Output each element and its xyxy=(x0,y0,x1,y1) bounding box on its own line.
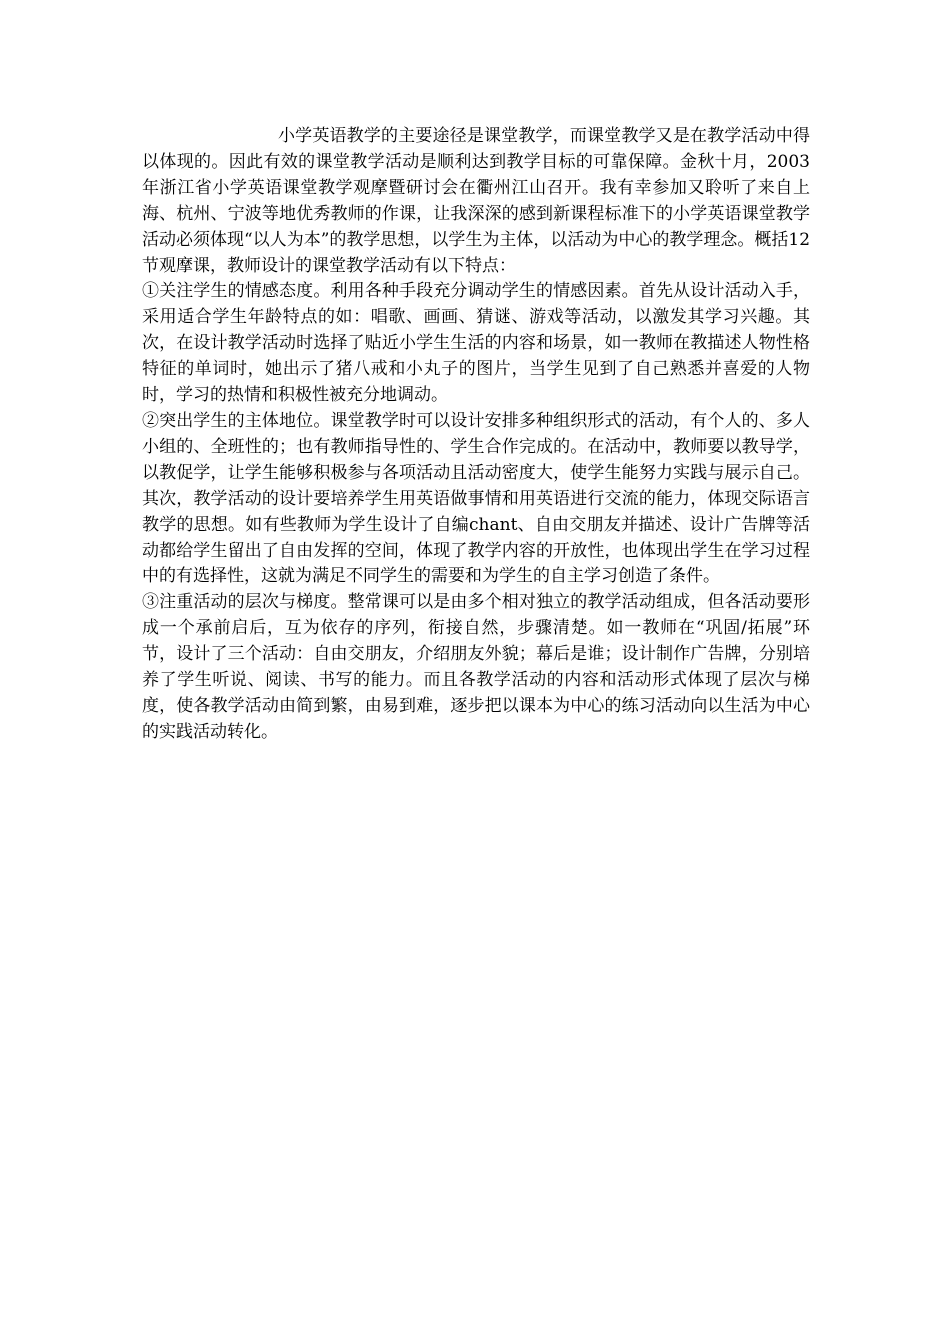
point-3-paragraph: ③注重活动的层次与梯度。整常课可以是由多个相对独立的教学活动组成，但各活动要形成一个承前启后，互为依存的序列，衔接自然，步骤清楚。如一教师在“巩固/拓展”环节，设计了三个活动：自由交朋友，介绍朋友外貌；幕后是谁；设计制作广告牌，分别培养了学生听说、阅读、书写的能力。而且各教学活动的内容和活动形式体现了层次与梯度，使各教学活动由简到繁，由易到难，逐步把以课本为中心的练习活动向以生活为中心的实践活动转化。 xyxy=(142,592,810,742)
point-1-paragraph: ①关注学生的情感态度。利用各种手段充分调动学生的情感因素。首先从设计活动入手，采用适合学生年龄特点的如：唱歌、画画、猜谜、游戏等活动，以激发其学习兴趣。其次，在设计教学活动时选择了贴近小学生生活的内容和场景，如一教师在教描述人物性格特征的单词时，她出示了猪八戒和小丸子的图片，当学生见到了自己熟悉并喜爱的人物时，学习的热情和积极性被充分地调动。 xyxy=(142,281,810,406)
intro-paragraph: 小学英语教学的主要途径是课堂教学，而课堂教学又是在教学活动中得以体现的。因此有效的课堂教学活动是顺利达到教学目标的可靠保障。金秋十月，2003年浙江省小学英语课堂教学观摩暨研讨会在衢州江山召开。我有幸参加又聆听了来自上海、杭州、宁波等地优秀教师的作课，让我深深的感到新课程标准下的小学英语课堂教学活动必须体现“以人为本”的教学思想，以学生为主体，以活动为中心的教学理念。概括12节观摩课，教师设计的课堂教学活动有以下特点： xyxy=(142,126,811,276)
document-body xyxy=(142,124,810,746)
point-2-paragraph: ②突出学生的主体地位。课堂教学时可以设计安排多种组织形式的活动，有个人的、多人小组的、全班性的；也有教师指导性的、学生合作完成的。在活动中，教师要以教导学，以教促学，让学生能够积极参与各项活动且活动密度大，使学生能努力实践与展示自己。其次，教学活动的设计要培养学生用英语做事情和用英语进行交流的能力，体现交际语言教学的思想。如有些教师为学生设计了自编chant、自由交朋友并描述、设计广告牌等活动都给学生留出了自由发挥的空间，体现了教学内容的开放性，也体现出学生在学习过程中的有选择性，这就为满足不同学生的需要和为学生的自主学习创造了条件。 xyxy=(142,410,810,587)
